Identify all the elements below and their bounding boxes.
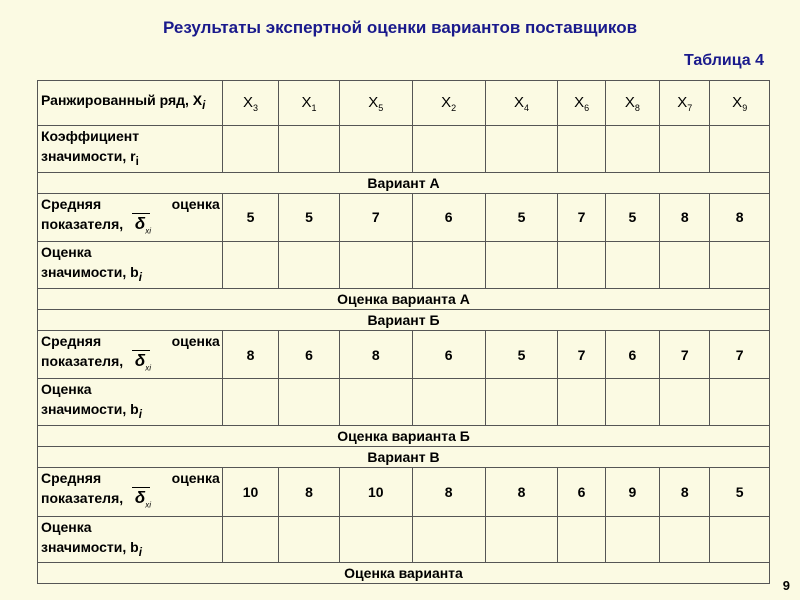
weight-row <box>38 516 770 563</box>
weight-label: Оценка значимости, $b_i$ <box>38 379 223 426</box>
score-cell: 5 <box>279 193 340 241</box>
rank-header-cell: $X_7$ <box>660 81 710 126</box>
weight-cell[interactable] <box>605 379 659 426</box>
weight-label: Оценка значимости, $b_i$ <box>38 516 223 563</box>
weight-cell[interactable] <box>279 516 340 563</box>
variant-total-row <box>38 288 770 309</box>
score-cell: 10 <box>339 468 412 516</box>
weight-cell[interactable] <box>279 242 340 289</box>
variant-total-label: Оценка варианта А <box>38 288 770 309</box>
score-cell: 7 <box>339 193 412 241</box>
weight-row <box>38 242 770 289</box>
weight-cell[interactable] <box>605 516 659 563</box>
slide-title: Результаты экспертной оценки вариантов поставщиков <box>162 18 638 37</box>
variant-heading: Вариант А <box>38 172 770 193</box>
rank-header-cell: $X_5$ <box>339 81 412 126</box>
weight-cell[interactable] <box>485 242 558 289</box>
weight-cell[interactable] <box>605 242 659 289</box>
score-cell: 8 <box>339 330 412 378</box>
score-cell: 8 <box>710 193 770 241</box>
average-score-label: Средняя оценка показателя, $\delta_{xi}$ <box>38 193 223 241</box>
coefficient-cell[interactable] <box>605 126 659 173</box>
score-cell: 6 <box>412 330 485 378</box>
score-cell: 6 <box>558 468 605 516</box>
coefficient-row <box>38 126 770 173</box>
score-cell: 9 <box>605 468 659 516</box>
coefficient-cell[interactable] <box>660 126 710 173</box>
weight-cell[interactable] <box>710 379 770 426</box>
weight-cell[interactable] <box>485 516 558 563</box>
rank-header-cell: $X_3$ <box>222 81 278 126</box>
weight-cell[interactable] <box>710 242 770 289</box>
score-cell: 6 <box>412 193 485 241</box>
coefficient-cell[interactable] <box>279 126 340 173</box>
delta-symbol: $\delta_{xi}$ <box>135 488 151 515</box>
weight-cell[interactable] <box>660 379 710 426</box>
weight-cell[interactable] <box>412 242 485 289</box>
rank-header-cell: $X_2$ <box>412 81 485 126</box>
score-cell: 8 <box>279 468 340 516</box>
coefficient-cell[interactable] <box>222 126 278 173</box>
weight-cell[interactable] <box>558 516 605 563</box>
weight-cell[interactable] <box>710 516 770 563</box>
score-cell: 8 <box>485 468 558 516</box>
weight-cell[interactable] <box>339 516 412 563</box>
ranked-label: Ранжированный ряд, $X_i$ <box>38 81 223 126</box>
weight-cell[interactable] <box>222 516 278 563</box>
score-cell: 5 <box>485 330 558 378</box>
rank-header-cell: $X_9$ <box>710 81 770 126</box>
coefficient-cell[interactable] <box>558 126 605 173</box>
score-cell: 7 <box>558 330 605 378</box>
score-cell: 10 <box>222 468 278 516</box>
variant-heading: Вариант Б <box>38 309 770 330</box>
score-cell: 8 <box>660 193 710 241</box>
rank-header-cell: $X_4$ <box>485 81 558 126</box>
score-cell: 5 <box>485 193 558 241</box>
weight-cell[interactable] <box>485 379 558 426</box>
variant-total-row <box>38 563 770 584</box>
table-number-label: Таблица 4 <box>683 52 764 69</box>
rank-header-cell: $X_6$ <box>558 81 605 126</box>
page-number: 9 <box>782 578 790 593</box>
score-cell: 5 <box>605 193 659 241</box>
weight-cell[interactable] <box>558 379 605 426</box>
variant-heading-row <box>38 172 770 193</box>
score-cell: 7 <box>660 330 710 378</box>
weight-row <box>38 379 770 426</box>
score-cell: 8 <box>222 330 278 378</box>
delta-symbol: $\delta_{xi}$ <box>135 351 151 378</box>
variant-heading-row <box>38 309 770 330</box>
coefficient-cell[interactable] <box>710 126 770 173</box>
weight-cell[interactable] <box>222 242 278 289</box>
weight-cell[interactable] <box>412 516 485 563</box>
score-cell: 5 <box>222 193 278 241</box>
average-score-label: Средняя оценка показателя, $\delta_{xi}$ <box>38 330 223 378</box>
score-cell: 8 <box>660 468 710 516</box>
weight-cell[interactable] <box>222 379 278 426</box>
weight-label: Оценка значимости, $b_i$ <box>38 242 223 289</box>
delta-symbol: $\delta_{xi}$ <box>135 214 151 241</box>
average-score-row <box>38 330 770 378</box>
coefficient-cell[interactable] <box>412 126 485 173</box>
score-cell: 5 <box>710 468 770 516</box>
weight-cell[interactable] <box>339 242 412 289</box>
weight-cell[interactable] <box>660 242 710 289</box>
rank-header-cell: $X_1$ <box>279 81 340 126</box>
coefficient-cell[interactable] <box>485 126 558 173</box>
variant-heading-row <box>38 447 770 468</box>
average-score-label: Средняя оценка показателя, $\delta_{xi}$ <box>38 468 223 516</box>
score-cell: 6 <box>605 330 659 378</box>
weight-cell[interactable] <box>279 379 340 426</box>
evaluation-table <box>37 80 770 584</box>
score-cell: 6 <box>279 330 340 378</box>
coefficient-cell[interactable] <box>339 126 412 173</box>
rank-header-cell: $X_8$ <box>605 81 659 126</box>
variant-total-label: Оценка варианта Б <box>38 426 770 447</box>
ranked-row <box>38 81 770 126</box>
weight-cell[interactable] <box>412 379 485 426</box>
weight-cell[interactable] <box>558 242 605 289</box>
weight-cell[interactable] <box>660 516 710 563</box>
variant-total-label: Оценка варианта <box>38 563 770 584</box>
variant-total-row <box>38 426 770 447</box>
score-cell: 8 <box>412 468 485 516</box>
score-cell: 7 <box>558 193 605 241</box>
score-cell: 7 <box>710 330 770 378</box>
weight-cell[interactable] <box>339 379 412 426</box>
average-score-row <box>38 468 770 516</box>
average-score-row <box>38 193 770 241</box>
coefficient-label: Коэффициент значимости, $r_i$ <box>38 126 223 173</box>
variant-heading: Вариант В <box>38 447 770 468</box>
